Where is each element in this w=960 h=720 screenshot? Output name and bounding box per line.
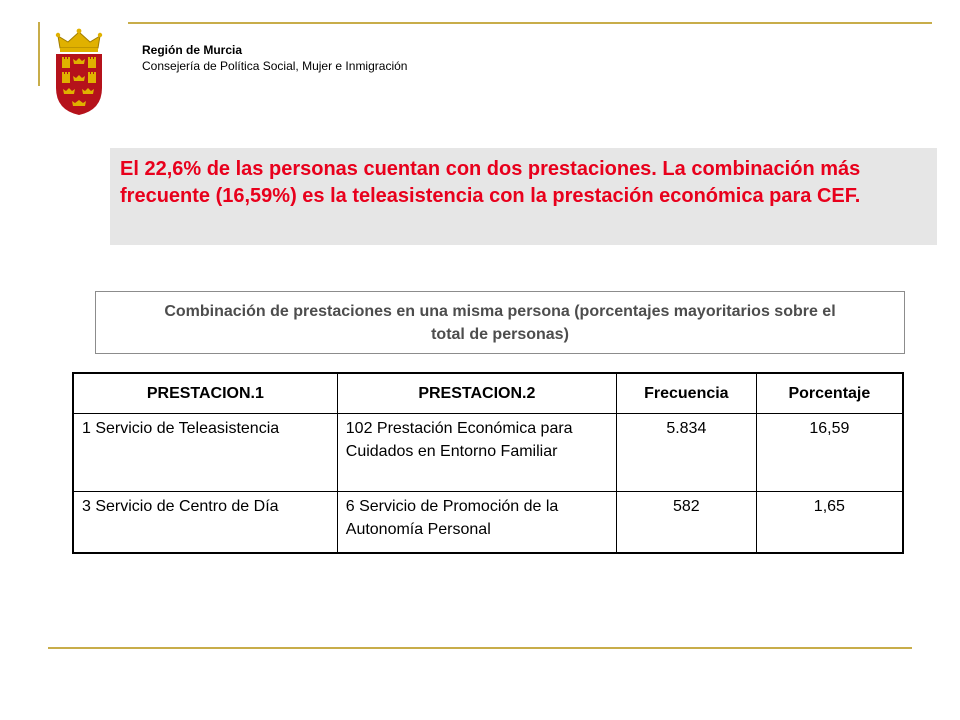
table-cell: 1 Servicio de Teleasistencia: [73, 413, 337, 491]
table-row: [73, 413, 903, 491]
left-rule: [38, 22, 40, 86]
column-header: PRESTACION.1: [73, 373, 337, 413]
coat-of-arms-icon: [48, 26, 110, 116]
table-title: Combinación de prestaciones en una misma persona (porcentajes mayoritarios sobre el total de personas): [95, 291, 905, 354]
benefits-combination-table: [72, 372, 904, 554]
column-header: PRESTACION.2: [337, 373, 616, 413]
table-cell: 5.834: [616, 413, 756, 491]
table-cell: 3 Servicio de Centro de Día: [73, 491, 337, 553]
table-cell: 1,65: [756, 491, 903, 553]
headline-callout: El 22,6% de las personas cuentan con dos prestaciones. La combinación más frecuente (16,59%) es la teleasistencia con la prestación económica para CEF.: [110, 148, 937, 245]
region-name: Región de Murcia: [142, 43, 243, 57]
table-cell: 582: [616, 491, 756, 553]
organization-header: [142, 42, 407, 74]
department-name: Consejería de Política Social, Mujer e Inmigración: [142, 59, 408, 73]
top-rule: [128, 22, 932, 24]
column-header: Porcentaje: [756, 373, 903, 413]
table-cell: 16,59: [756, 413, 903, 491]
bottom-rule: [48, 647, 912, 649]
table-cell: 6 Servicio de Promoción de la Autonomía Personal: [337, 491, 616, 553]
table-row: [73, 491, 903, 553]
table-header-row: [73, 373, 903, 413]
column-header: Frecuencia: [616, 373, 756, 413]
table-cell: 102 Prestación Económica para Cuidados en Entorno Familiar: [337, 413, 616, 491]
